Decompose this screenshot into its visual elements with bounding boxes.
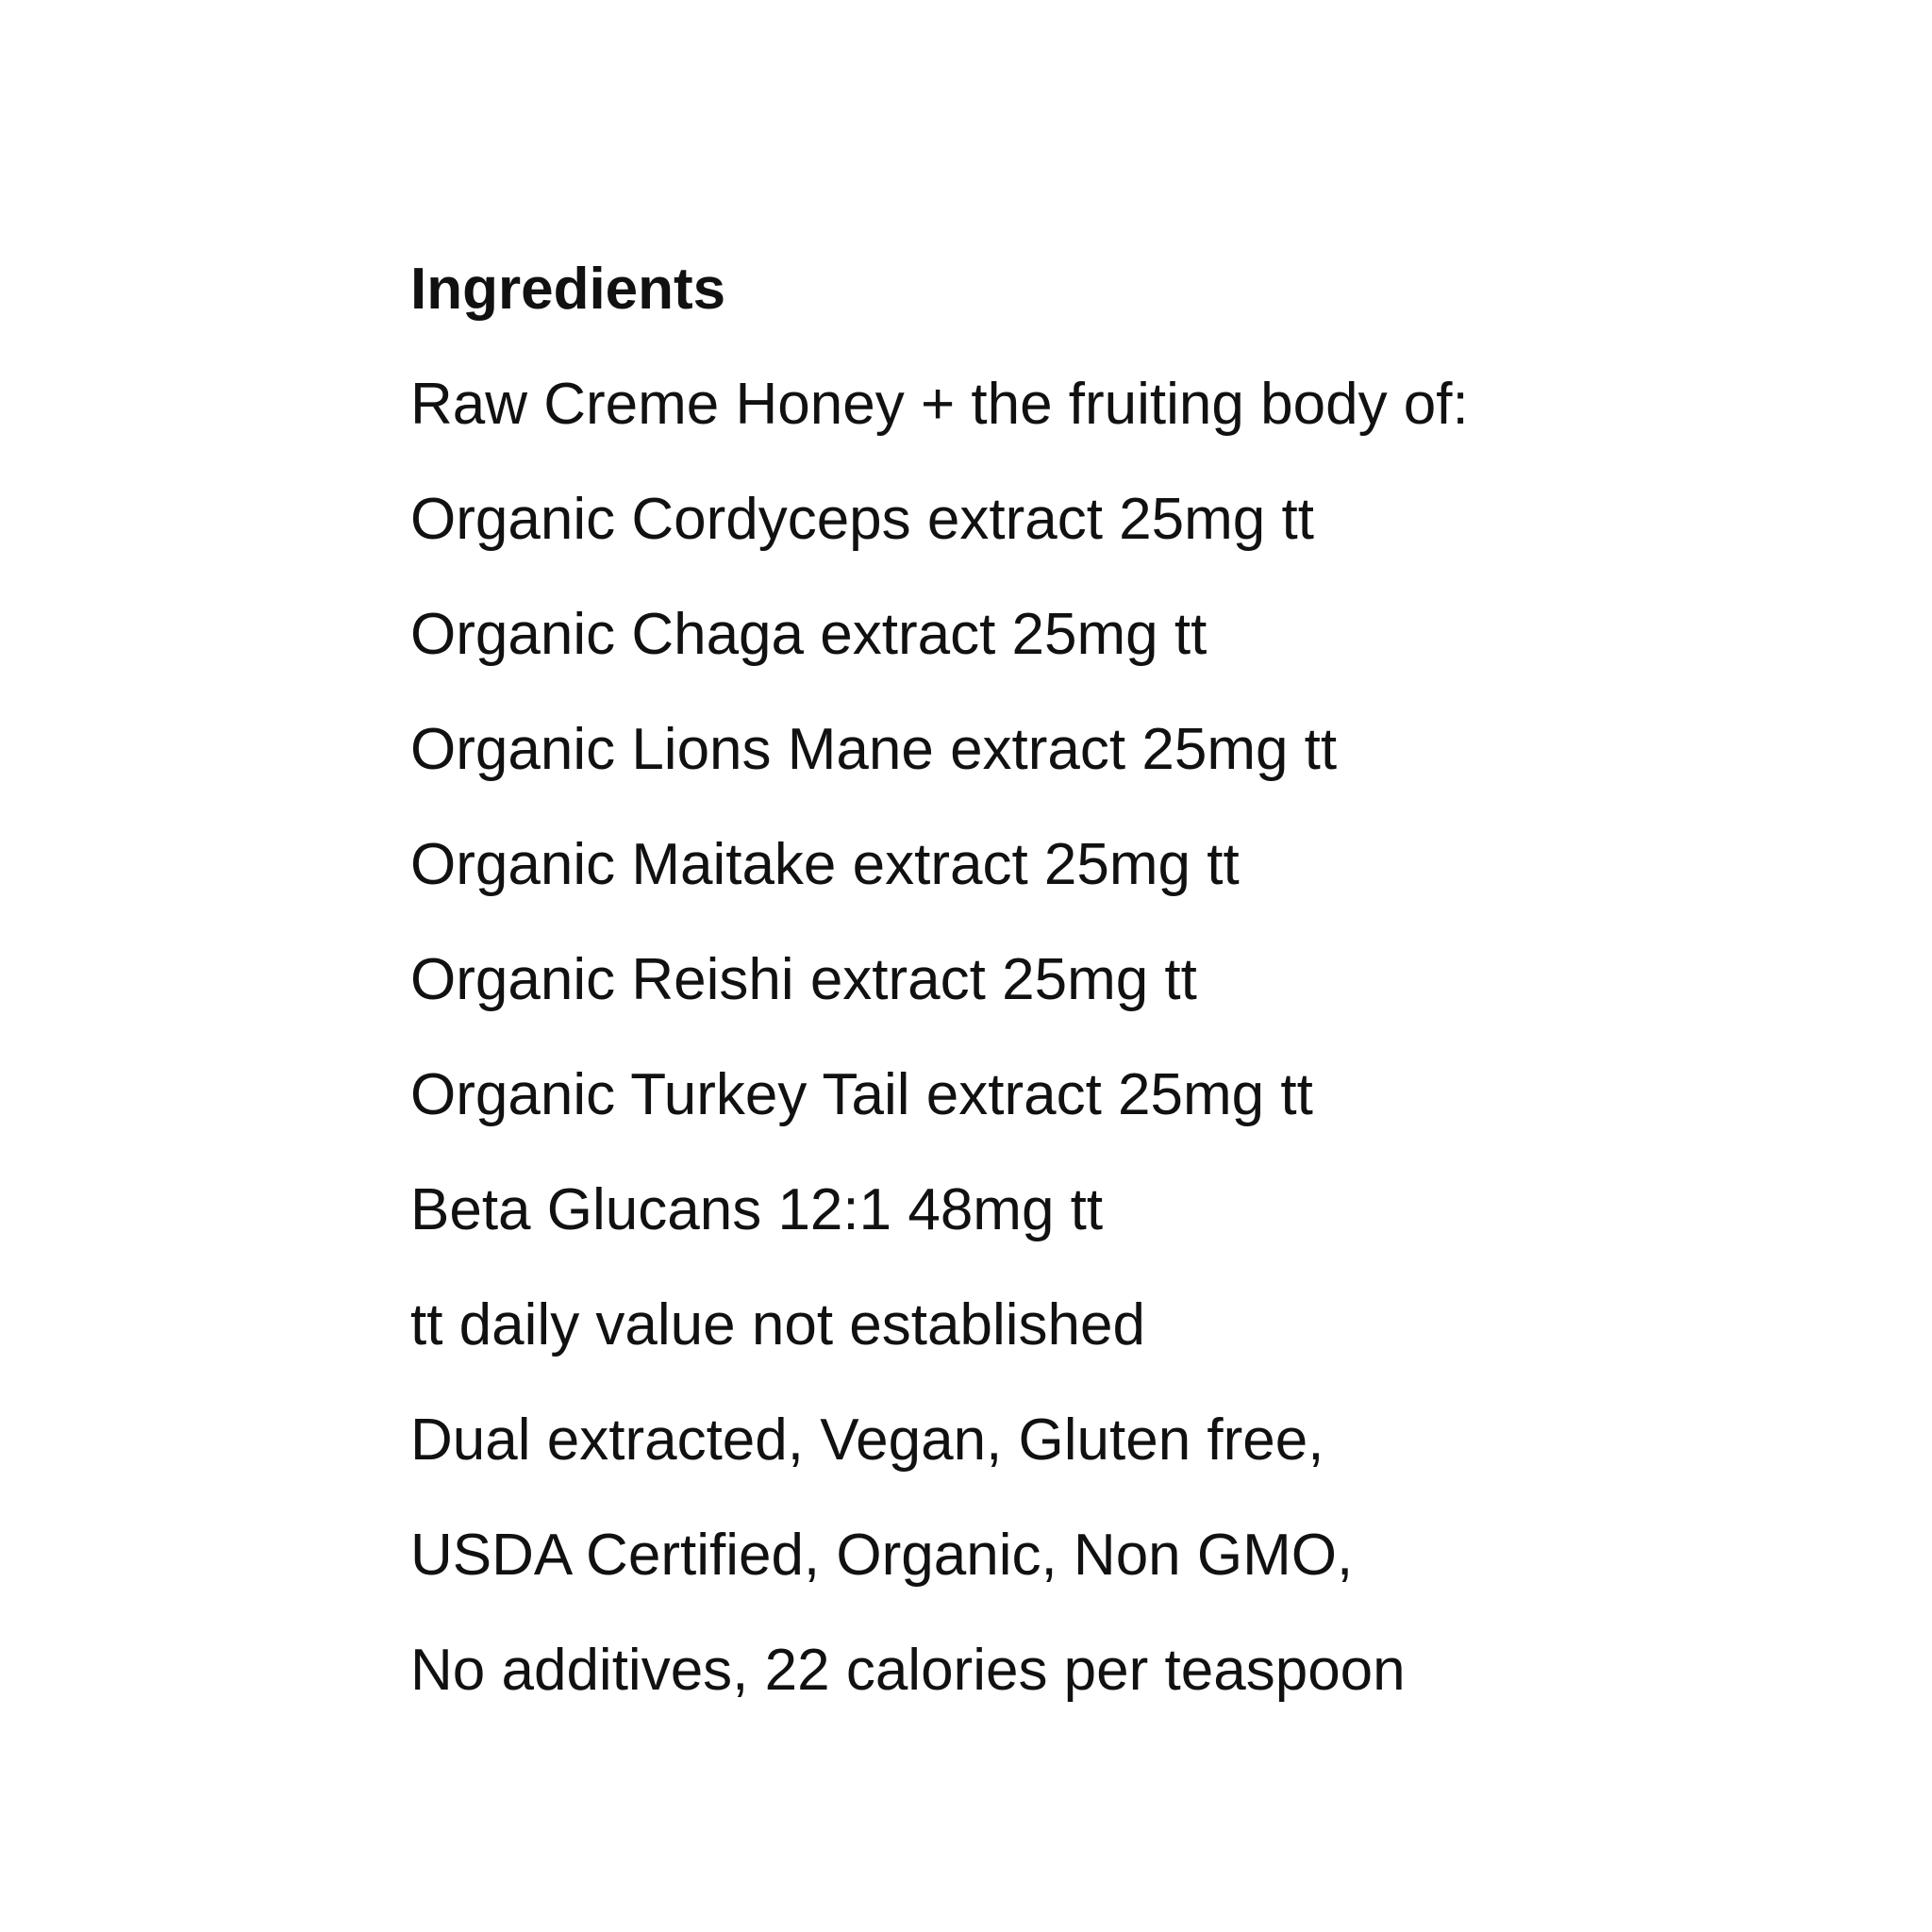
ingredient-line: Organic Cordyceps extract 25mg tt <box>410 487 1314 552</box>
ingredient-line: USDA Certified, Organic, Non GMO, <box>410 1523 1354 1588</box>
ingredient-line: Organic Chaga extract 25mg tt <box>410 602 1208 667</box>
ingredient-line: tt daily value not established <box>410 1292 1145 1357</box>
ingredients-title: Ingredients <box>410 257 726 322</box>
ingredient-line: Organic Turkey Tail extract 25mg tt <box>410 1062 1313 1127</box>
ingredient-line: Raw Creme Honey + the fruiting body of: <box>410 372 1469 437</box>
ingredient-line: Organic Maitake extract 25mg tt <box>410 832 1240 897</box>
ingredient-line: Organic Lions Mane extract 25mg tt <box>410 717 1338 782</box>
ingredients-text-block <box>410 232 1731 1728</box>
ingredient-line: Organic Reishi extract 25mg tt <box>410 947 1197 1012</box>
ingredient-line: No additives, 22 calories per teaspoon <box>410 1638 1406 1703</box>
ingredients-list <box>410 347 1731 1728</box>
ingredient-line: Beta Glucans 12:1 48mg tt <box>410 1177 1104 1242</box>
ingredient-line: Dual extracted, Vegan, Gluten free, <box>410 1407 1324 1473</box>
